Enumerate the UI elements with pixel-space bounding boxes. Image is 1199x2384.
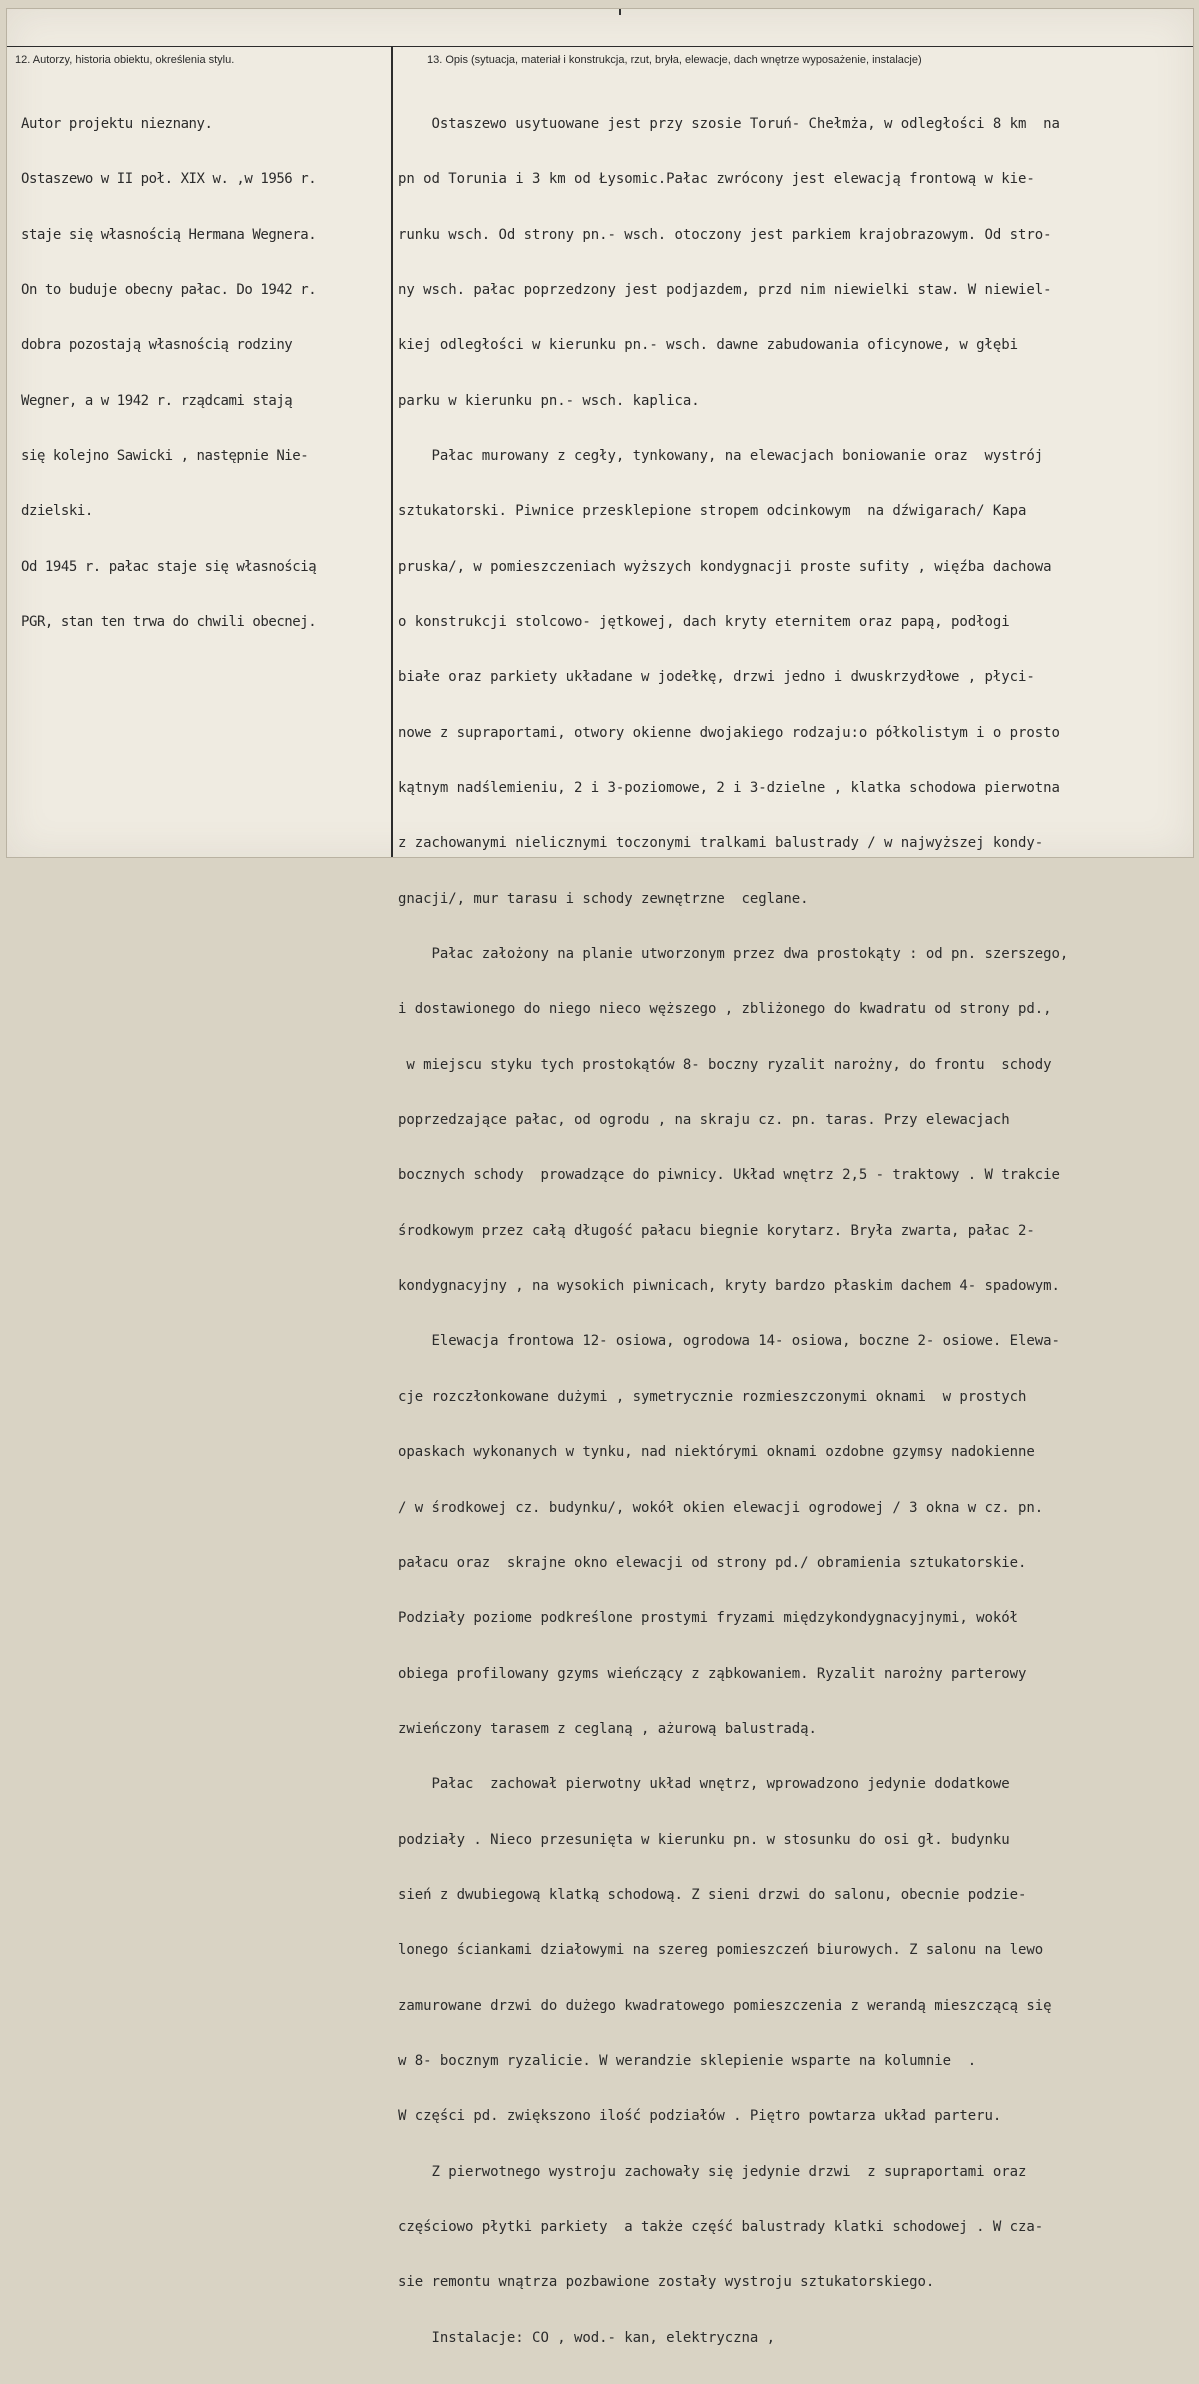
text-line: staje się własnością Hermana Wegnera. [21, 226, 317, 243]
text-line: poprzedzające pałac, od ogrodu , na skraju cz. pn. taras. Przy elewacjach [398, 1112, 1010, 1129]
text-line: z zachowanymi nielicznymi toczonymi tralkami balustrady / w najwyższej kondy- [398, 835, 1044, 852]
text-line: Wegner, a w 1942 r. rządcami stają [21, 392, 293, 409]
text-line: w miejscu styku tych prostokątów 8- boczny ryzalit narożny, do frontu schody [398, 1056, 1052, 1073]
text-line: pałacu oraz skrajne okno elewacji od strony pd./ obramienia sztukatorskie. [398, 1554, 1027, 1571]
text-line: dzielski. [21, 503, 93, 520]
text-line: On to buduje obecny pałac. Do 1942 r. [21, 281, 317, 298]
text-line: lonego ściankami działowymi na szereg pomieszczeń biurowych. Z salonu na lewo [398, 1942, 1044, 1959]
text-line: kątnym nadślemieniu, 2 i 3-poziomowe, 2 i 3-dzielne , klatka schodowa pierwotna [398, 780, 1060, 797]
left-column-header: 12. Autorzy, historia obiektu, określenia stylu. [15, 54, 235, 66]
text-line: o konstrukcji stolcowo- jętkowej, dach kryty eternitem oraz papą, podłogi [398, 614, 1010, 630]
text-line: pruska/, w pomieszczeniach wyższych kondygnacji proste sufity , więźba dachowa [398, 558, 1052, 575]
text-line: parku w kierunku pn.- wsch. kaplica. [398, 392, 700, 409]
text-line: Od 1945 r. pałac staje się własnością [21, 558, 317, 575]
description-text [398, 78, 1193, 2384]
text-line: sztukatorski. Piwnice przesklepione stropem odcinkowym na dźwigarach/ Kapa [398, 503, 1027, 520]
text-line: opaskach wykonanych w tynku, nad niektórymi oknami ozdobne gzymsy nadokienne [398, 1444, 1035, 1461]
text-line: zwieńczony tarasem z ceglaną , ażurową balustradą. [398, 1720, 817, 1737]
text-line: i dostawionego do niego nieco węższego , zbliżonego do kwadratu od strony pd., [398, 1001, 1052, 1018]
authors-history-text [21, 78, 391, 668]
text-line: w 8- bocznym ryzalicie. W werandzie sklepienie wsparte na kolumnie . [398, 2052, 977, 2069]
text-line: Pałac założony na planie utworzonym przez dwa prostokąty : od pn. szerszego, [398, 946, 1069, 963]
top-tick-mark [619, 9, 621, 15]
text-line: ny wsch. pałac poprzedzony jest podjazdem, przd nim niewielki staw. W niewiel- [398, 281, 1052, 298]
text-line: runku wsch. Od strony pn.- wsch. otoczony jest parkiem krajobrazowym. Od stro- [398, 226, 1052, 243]
text-line: kondygnacyjny , na wysokich piwnicach, kryty bardzo płaskim dachem 4- spadowym. [398, 1278, 1060, 1295]
text-line: środkowym przez całą długość pałacu biegnie korytarz. Bryła zwarta, pałac 2- [398, 1222, 1035, 1239]
header-divider-line [7, 46, 1193, 47]
text-line: Z pierwotnego wystroju zachowały się jedynie drzwi z supraportami oraz [398, 2163, 1027, 2180]
text-line: PGR, stan ten trwa do chwili obecnej. [21, 614, 317, 630]
column-divider-line [391, 46, 393, 857]
text-line: Pałac zachował pierwotny układ wnętrz, wprowadzono jedynie dodatkowe [398, 1776, 1010, 1793]
text-line: obiega profilowany gzyms wieńczący z ząbkowaniem. Ryzalit narożny parterowy [398, 1665, 1027, 1682]
text-line: gnacji/, mur tarasu i schody zewnętrzne ceglane. [398, 890, 809, 907]
text-line: kiej odległości w kierunku pn.- wsch. dawne zabudowania oficynowe, w głębi [398, 337, 1019, 354]
text-line: sie remontu wnątrza pozbawione zostały wystroju sztukatorskiego. [398, 2274, 935, 2291]
text-line: sień z dwubiegową klatką schodową. Z sieni drzwi do salonu, obecnie podzie- [398, 1886, 1027, 1903]
text-line: nowe z supraportami, otwory okienne dwojakiego rodzaju:o półkolistym i o prosto [398, 724, 1060, 741]
text-line: częściowo płytki parkiety a także część balustrady klatki schodowej . W cza- [398, 2218, 1044, 2235]
text-line: Podziały poziome podkreślone prostymi fryzami międzykondygnacyjnymi, wokół [398, 1610, 1019, 1627]
text-line: cje rozczłonkowane dużymi , symetrycznie rozmieszczonymi oknami w prostych [398, 1388, 1027, 1405]
text-line: W części pd. zwiększono ilość podziałów . Piętro powtarza układ parteru. [398, 2108, 1002, 2125]
text-line: się kolejno Sawicki , następnie Nie- [21, 447, 309, 464]
text-line: Ostaszewo w II poł. XIX w. ,w 1956 r. [21, 171, 317, 188]
text-line: podziały . Nieco przesunięta w kierunku pn. w stosunku do osi gł. budynku [398, 1831, 1010, 1848]
text-line: bocznych schody prowadzące do piwnicy. Układ wnętrz 2,5 - traktowy . W trakcie [398, 1167, 1060, 1184]
text-line: Pałac murowany z cegły, tynkowany, na elewacjach boniowanie oraz wystrój [398, 447, 1044, 464]
text-line: Autor projektu nieznany. [21, 115, 213, 132]
text-line: / w środkowej cz. budynku/, wokół okien elewacji ogrodowej / 3 okna w cz. pn. [398, 1499, 1044, 1516]
text-line: pn od Torunia i 3 km od Łysomic.Pałac zwrócony jest elewacją frontową w kie- [398, 171, 1035, 188]
inventory-card [6, 8, 1194, 2346]
text-line: Instalacje: CO , wod.- kan, elektryczna , [398, 2329, 776, 2346]
right-column-header: 13. Opis (sytuacja, materiał i konstrukcja, rzut, bryła, elewacje, dach wnętrze wyposażenie, instalacje) [427, 54, 922, 66]
text-line: białe oraz parkiety układane w jodełkę, drzwi jedno i dwuskrzydłowe , płyci- [398, 669, 1035, 686]
text-line: Elewacja frontowa 12- osiowa, ogrodowa 14- osiowa, boczne 2- osiowe. Elewa- [398, 1333, 1060, 1350]
text-line: zamurowane drzwi do dużego kwadratowego pomieszczenia z werandą mieszczącą się [398, 1997, 1052, 2014]
text-line: dobra pozostają własnością rodziny [21, 337, 293, 354]
text-line: Ostaszewo usytuowane jest przy szosie Toruń- Chełmża, w odległości 8 km na [398, 115, 1060, 132]
